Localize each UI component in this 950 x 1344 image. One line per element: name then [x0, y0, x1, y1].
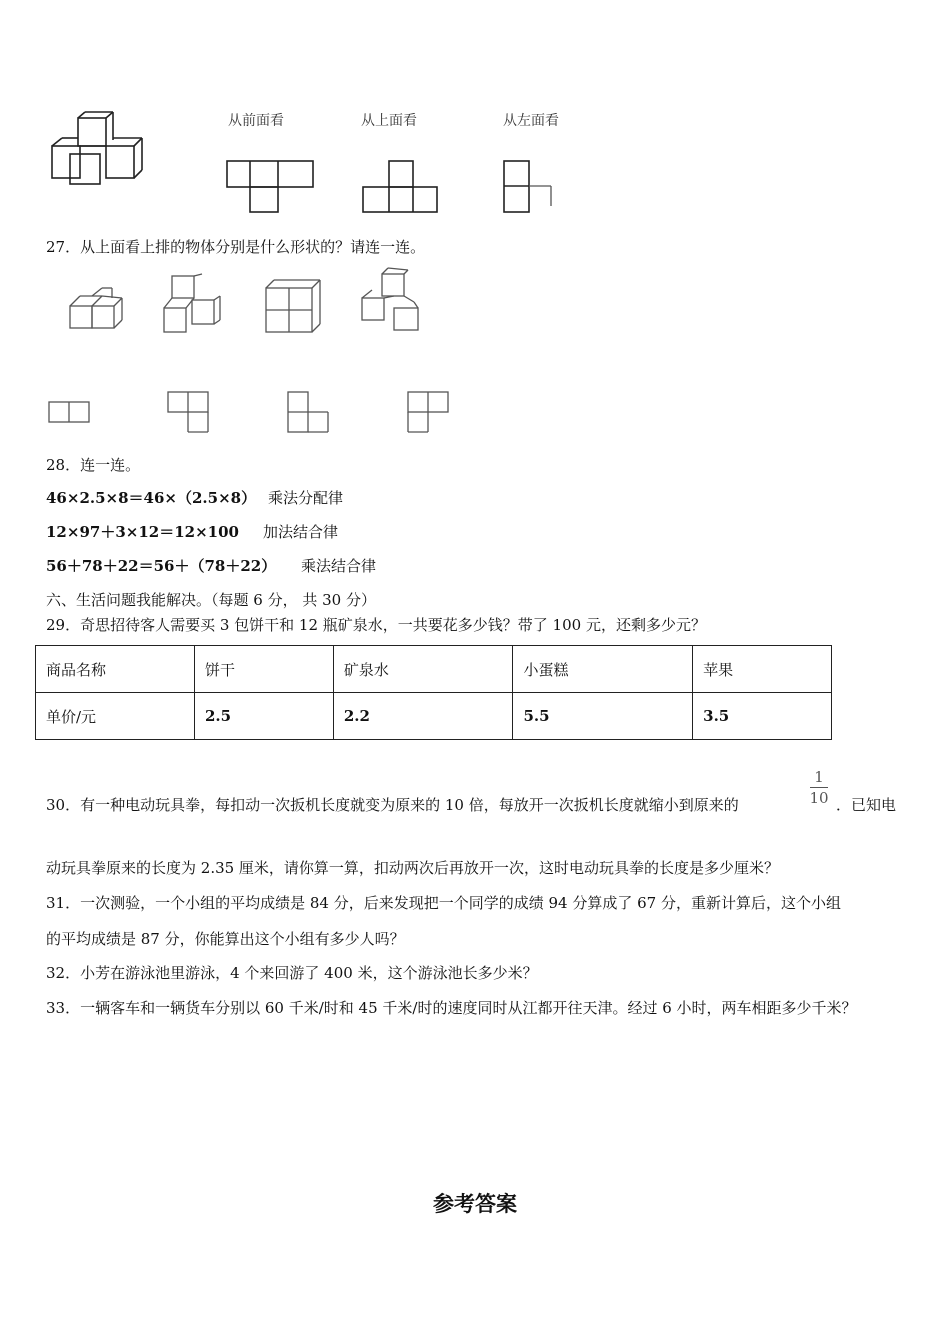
- top-view-figure: [362, 160, 442, 215]
- table-cell: 3.5: [693, 693, 832, 740]
- q28-law-2: 加法结合律: [263, 523, 339, 541]
- view-label-front: 从前面看: [228, 113, 284, 129]
- section-6-title: 六、生活问题我能解决。（每题 6 分， 共 30 分）: [46, 591, 376, 609]
- price-table: [35, 645, 832, 740]
- question-28-title: 28．连一连。: [46, 456, 141, 474]
- question-31-line-1: 31．一次测验，一个小组的平均成绩是 84 分，后来发现把一个同学的成绩 94 分算成了 67 分，重新计算后，这个小组: [46, 894, 841, 912]
- table-cell: 2.5: [195, 693, 334, 740]
- question-30-line-2: 动玩具拳原来的长度为 2.35 厘米，请你算一算，扣动两次后再放开一次，这时电动玩具拳的长度是多少厘米？: [46, 859, 779, 877]
- table-cell: 小蛋糕: [513, 646, 693, 693]
- q27-solid-3: [264, 278, 324, 334]
- table-row: [36, 646, 832, 693]
- fraction-bar: [810, 787, 828, 788]
- table-cell: 5.5: [513, 693, 693, 740]
- question-31-line-2: 的平均成绩是 87 分，你能算出这个小组有多少人吗？: [46, 930, 405, 948]
- fraction-numerator: 1: [814, 768, 824, 786]
- table-cell: 矿泉水: [333, 646, 513, 693]
- view-label-left: 从左面看: [503, 113, 559, 129]
- q28-law-3: 乘法结合律: [301, 557, 377, 575]
- question-30-line-1-end: ．已知电: [836, 796, 897, 814]
- question-29: 29．奇思招待客人需要买 3 包饼干和 12 瓶矿泉水，一共要花多少钱？带了 100 元，还剩多少元？: [46, 616, 706, 634]
- question-33: 33．一辆客车和一辆货车分别以 60 千米/时和 45 千米/时的速度同时从江都开往天津。经过 6 小时，两车相距多少千米？: [46, 999, 857, 1017]
- question-32: 32．小芳在游泳池里游泳，4 个来回游了 400 米，这个游泳池长多少米？: [46, 964, 538, 982]
- q27-outline-3: [286, 390, 332, 436]
- left-view-figure: [503, 160, 563, 215]
- q27-solid-1: [68, 286, 128, 334]
- front-view-figure: [226, 160, 316, 215]
- q27-outline-4: [406, 390, 452, 436]
- q27-solid-2: [162, 274, 226, 336]
- cube-stack-figure: [48, 110, 158, 190]
- fraction-one-tenth: [808, 768, 830, 807]
- question-27: 27．从上面看上排的物体分别是什么形状的？请连一连。: [46, 238, 426, 256]
- table-cell: 饼干: [195, 646, 334, 693]
- answer-section-title: 参考答案: [433, 1191, 517, 1216]
- view-label-top: 从上面看: [361, 113, 417, 129]
- table-row: [36, 693, 832, 740]
- q28-expr-1: 46×2.5×8＝46×（2.5×8）: [46, 489, 257, 507]
- q27-outline-1: [48, 400, 94, 426]
- q27-solid-4: [358, 268, 424, 334]
- q27-outline-2: [166, 390, 212, 436]
- q28-expr-2: 12×97＋3×12＝12×100: [46, 523, 239, 541]
- table-cell: 商品名称: [36, 646, 195, 693]
- table-cell: 单价/元: [36, 693, 195, 740]
- table-cell: 苹果: [693, 646, 832, 693]
- q28-expr-3: 56＋78＋22＝56＋（78＋22）: [46, 557, 277, 575]
- table-cell: 2.2: [333, 693, 513, 740]
- fraction-denominator: 10: [809, 789, 829, 807]
- q28-law-1: 乘法分配律: [268, 489, 344, 507]
- question-30-line-1: 30．有一种电动玩具拳，每扣动一次扳机长度就变为原来的 10 倍，每放开一次扳机长度就缩小到原来的: [46, 796, 739, 814]
